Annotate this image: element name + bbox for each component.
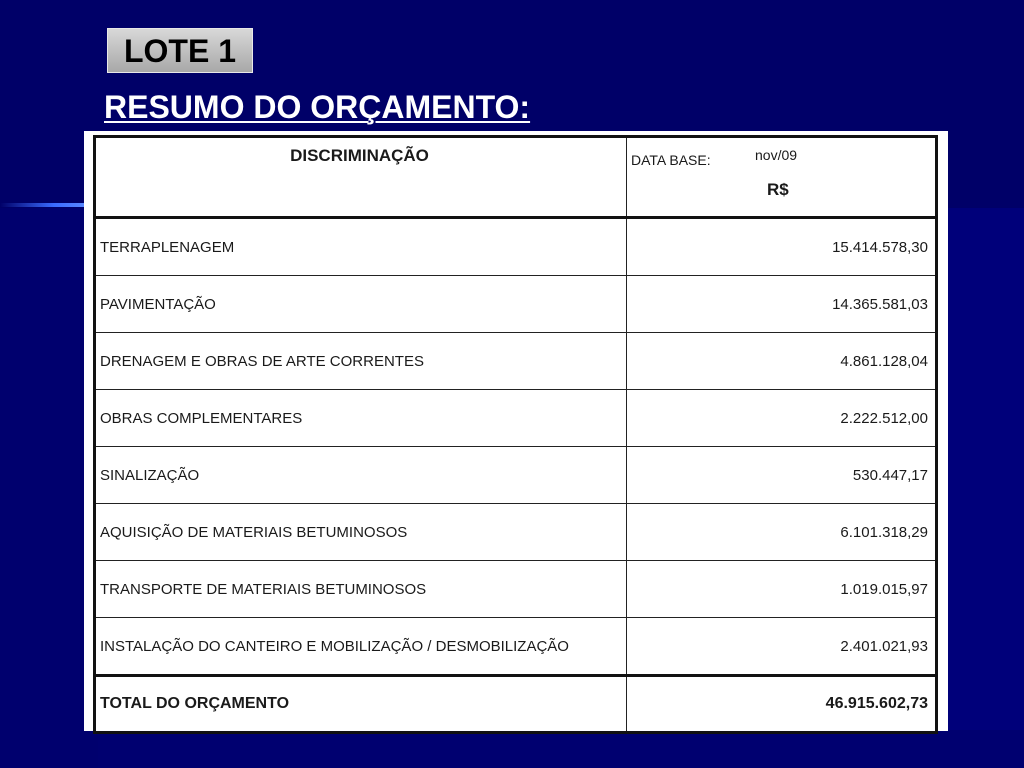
row-value: 1.019.015,97 bbox=[627, 561, 937, 618]
data-base-value: nov/09 bbox=[755, 147, 798, 163]
row-label: TERRAPLENAGEM bbox=[95, 218, 627, 276]
row-value: 15.414.578,30 bbox=[627, 218, 937, 276]
table-row bbox=[95, 618, 937, 676]
row-value: 2.222.512,00 bbox=[627, 390, 937, 447]
table-total-row bbox=[95, 676, 937, 733]
table-row bbox=[95, 561, 937, 618]
row-value: 6.101.318,29 bbox=[627, 504, 937, 561]
budget-table bbox=[93, 135, 938, 734]
column-header-value bbox=[627, 137, 937, 218]
row-label: DRENAGEM E OBRAS DE ARTE CORRENTES bbox=[95, 333, 627, 390]
column-header-discrimination: DISCRIMINAÇÃO bbox=[95, 137, 627, 218]
table-row bbox=[95, 504, 937, 561]
row-label: SINALIZAÇÃO bbox=[95, 447, 627, 504]
page-title: RESUMO DO ORÇAMENTO: bbox=[104, 89, 531, 125]
data-base-label: DATA BASE: bbox=[631, 152, 711, 168]
total-value: 46.915.602,73 bbox=[627, 676, 937, 733]
lote-badge bbox=[107, 28, 253, 73]
table-row bbox=[95, 447, 937, 504]
row-label: INSTALAÇÃO DO CANTEIRO E MOBILIZAÇÃO / DESMOBILIZAÇÃO bbox=[95, 618, 627, 676]
row-label: OBRAS COMPLEMENTARES bbox=[95, 390, 627, 447]
row-value: 2.401.021,93 bbox=[627, 618, 937, 676]
row-label: PAVIMENTAÇÃO bbox=[95, 276, 627, 333]
table-row bbox=[95, 390, 937, 447]
currency-label: R$ bbox=[767, 180, 789, 199]
lote-badge-text: LOTE 1 bbox=[123, 32, 236, 69]
row-value: 4.861.128,04 bbox=[627, 333, 937, 390]
table-row bbox=[95, 218, 937, 276]
table-header-row bbox=[95, 137, 937, 218]
table-row bbox=[95, 333, 937, 390]
row-value: 14.365.581,03 bbox=[627, 276, 937, 333]
row-label: TRANSPORTE DE MATERIAIS BETUMINOSOS bbox=[95, 561, 627, 618]
table-row bbox=[95, 276, 937, 333]
budget-table-container bbox=[84, 131, 948, 731]
decorative-line bbox=[0, 203, 90, 207]
background-bottom-band bbox=[98, 730, 1024, 768]
row-value: 530.447,17 bbox=[627, 447, 937, 504]
row-label: AQUISIÇÃO DE MATERIAIS BETUMINOSOS bbox=[95, 504, 627, 561]
total-label: TOTAL DO ORÇAMENTO bbox=[95, 676, 627, 733]
